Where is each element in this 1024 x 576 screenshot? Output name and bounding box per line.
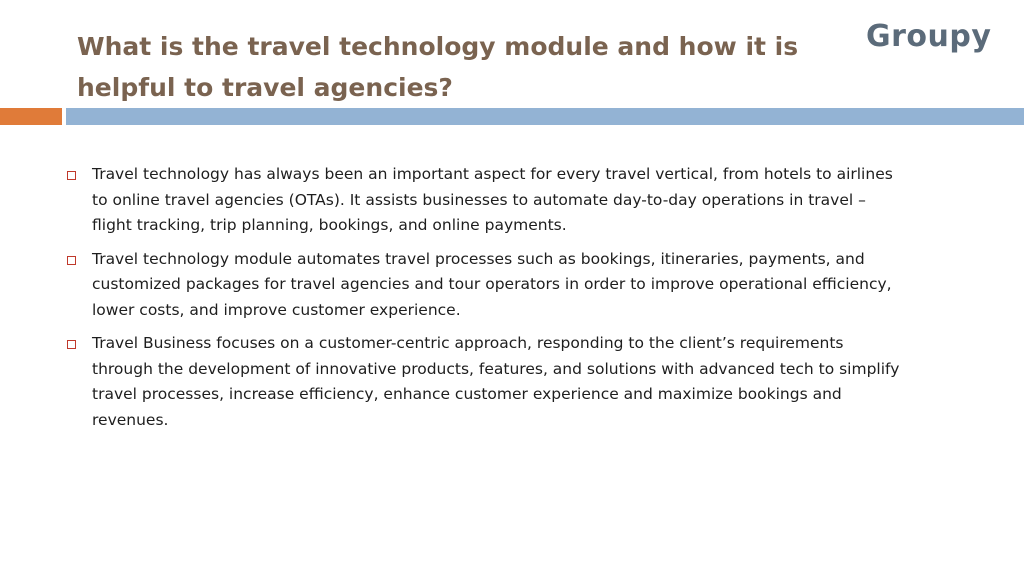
header-divider-bar bbox=[66, 108, 1024, 125]
header-divider-accent bbox=[0, 108, 62, 125]
bullet-item bbox=[64, 331, 904, 433]
bullet-item bbox=[64, 247, 904, 324]
bullet-list bbox=[64, 162, 904, 441]
bullet-item bbox=[64, 162, 904, 239]
bullet-text: Travel Business focuses on a customer-centric approach, responding to the client’s requirements through the development of innovative products, features, and solutions with advanced tech to simplify travel processes, increase efficiency, enhance customer experience and maximize bookings and revenues. bbox=[92, 334, 900, 429]
square-bullet-icon bbox=[67, 256, 76, 265]
slide-title: What is the travel technology module and how it is helpful to travel agencies? bbox=[77, 32, 799, 102]
bullet-text: Travel technology has always been an important aspect for every travel vertical, from hotels to airlines to online travel agencies (OTAs). It assists businesses to automate day-to-day operations in travel – flight tracking, trip planning, bookings, and online payments. bbox=[92, 165, 893, 234]
square-bullet-icon bbox=[67, 340, 76, 349]
groupy-logo bbox=[864, 16, 1014, 56]
logo-text: Groupy bbox=[866, 19, 992, 54]
square-bullet-icon bbox=[67, 171, 76, 180]
bullet-text: Travel technology module automates travel processes such as bookings, itineraries, payments, and customized packages for travel agencies and tour operators in order to improve operational efficiency, lower costs, and improve customer experience. bbox=[92, 249, 892, 319]
